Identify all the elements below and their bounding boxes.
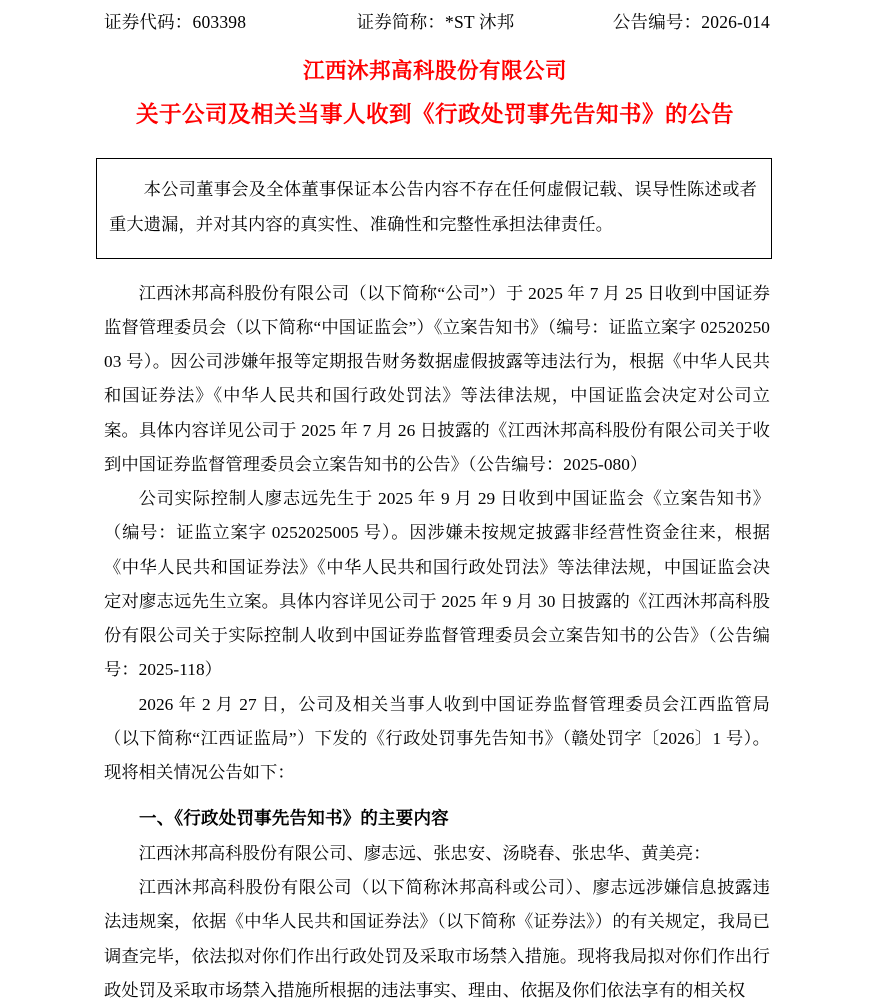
notice-number-cell xyxy=(613,9,770,34)
body-content xyxy=(104,277,770,1008)
paragraph-violation-summary: 江西沐邦高科股份有限公司（以下简称沐邦高科或公司）、廖志远涉嫌信息披露违法违规案，依据《中华人民共和国证券法》（以下简称《证券法》）的有关规定，我局已调查完毕，依法拟对你们作出行政处罚及采取市场禁入措施。现将我局拟对你们作出行政处罚及采取市场禁入措施所根据的违法事实、理由、依据及你们依法享有的相关权 xyxy=(104,878,770,1000)
security-abbr-label: 证券简称： xyxy=(356,12,446,32)
notice-number-value: 2026-014 xyxy=(701,12,770,32)
security-code-cell xyxy=(104,9,246,34)
paragraph-penalty-notice-receipt: 2026 年 2 月 27 日，公司及相关当事人收到中国证券监督管理委员会江西监管局（以下简称“江西证监局”）下发的《行政处罚事先告知书》（赣处罚字〔2026〕1 号）。现将相关情况公告如下： xyxy=(104,694,770,783)
disclaimer-box xyxy=(96,158,772,259)
section-heading-main-content: 一、《行政处罚事先告知书》的主要内容 xyxy=(139,809,449,830)
paragraph-case-filing-controller: 公司实际控制人廖志远先生于 2025 年 9 月 29 日收到中国证监会《立案告知书》（编号：证监立案字 0252025005 号）。因涉嫌未按规定披露非经营性资金往来，根据《中华人民共和国证券法》《中华人民共和国行政处罚法》等法律法规，中国证监会决定对廖志远先生立案。具体内容详见公司于 2025 年 9 月 30 日披露的《江西沐邦高科股份有限公司关于实际控制人收到中国证券监督管理委员会立案告知书的公告》（公告编号：2025-118） xyxy=(104,489,770,680)
paragraph-case-filing-company: 江西沐邦高科股份有限公司（以下简称“公司”）于 2025 年 7 月 25 日收到中国证券监督管理委员会（以下简称“中国证监会”）《立案告知书》（编号：证监立案字 0252025003 号）。因公司涉嫌年报等定期报告财务数据虚假披露等违法行为，根据《中华人民共和国证券法》《中华人民共和国行政处罚法》等法律法规，中国证监会决定对公司立案。具体内容详见公司于 2025 年 7 月 26 日披露的《江西沐邦高科股份有限公司关于收到中国证券监督管理委员会立案告知书的公告》（公告编号：2025-080） xyxy=(104,283,770,474)
paragraph-recipients: 江西沐邦高科股份有限公司、廖志远、张忠安、汤晓春、张忠华、黄美亮： xyxy=(138,843,711,863)
security-abbr-value: *ST 沐邦 xyxy=(445,12,515,32)
announcement-subject-title: 关于公司及相关当事人收到《行政处罚事先告知书》的公告 xyxy=(135,101,734,128)
security-abbr-cell xyxy=(357,9,515,34)
security-code-label: 证券代码： xyxy=(104,12,193,32)
title-block xyxy=(0,56,870,132)
company-name-title: 江西沐邦高科股份有限公司 xyxy=(302,59,567,84)
disclaimer-text: 本公司董事会及全体董事保证本公告内容不存在任何虚假记载、误导性陈述或者重大遗漏，并对其内容的真实性、准确性和完整性承担法律责任。 xyxy=(109,179,757,235)
notice-number-label: 公告编号： xyxy=(612,12,702,32)
security-code-value: 603398 xyxy=(192,12,247,32)
document-header xyxy=(0,0,870,34)
